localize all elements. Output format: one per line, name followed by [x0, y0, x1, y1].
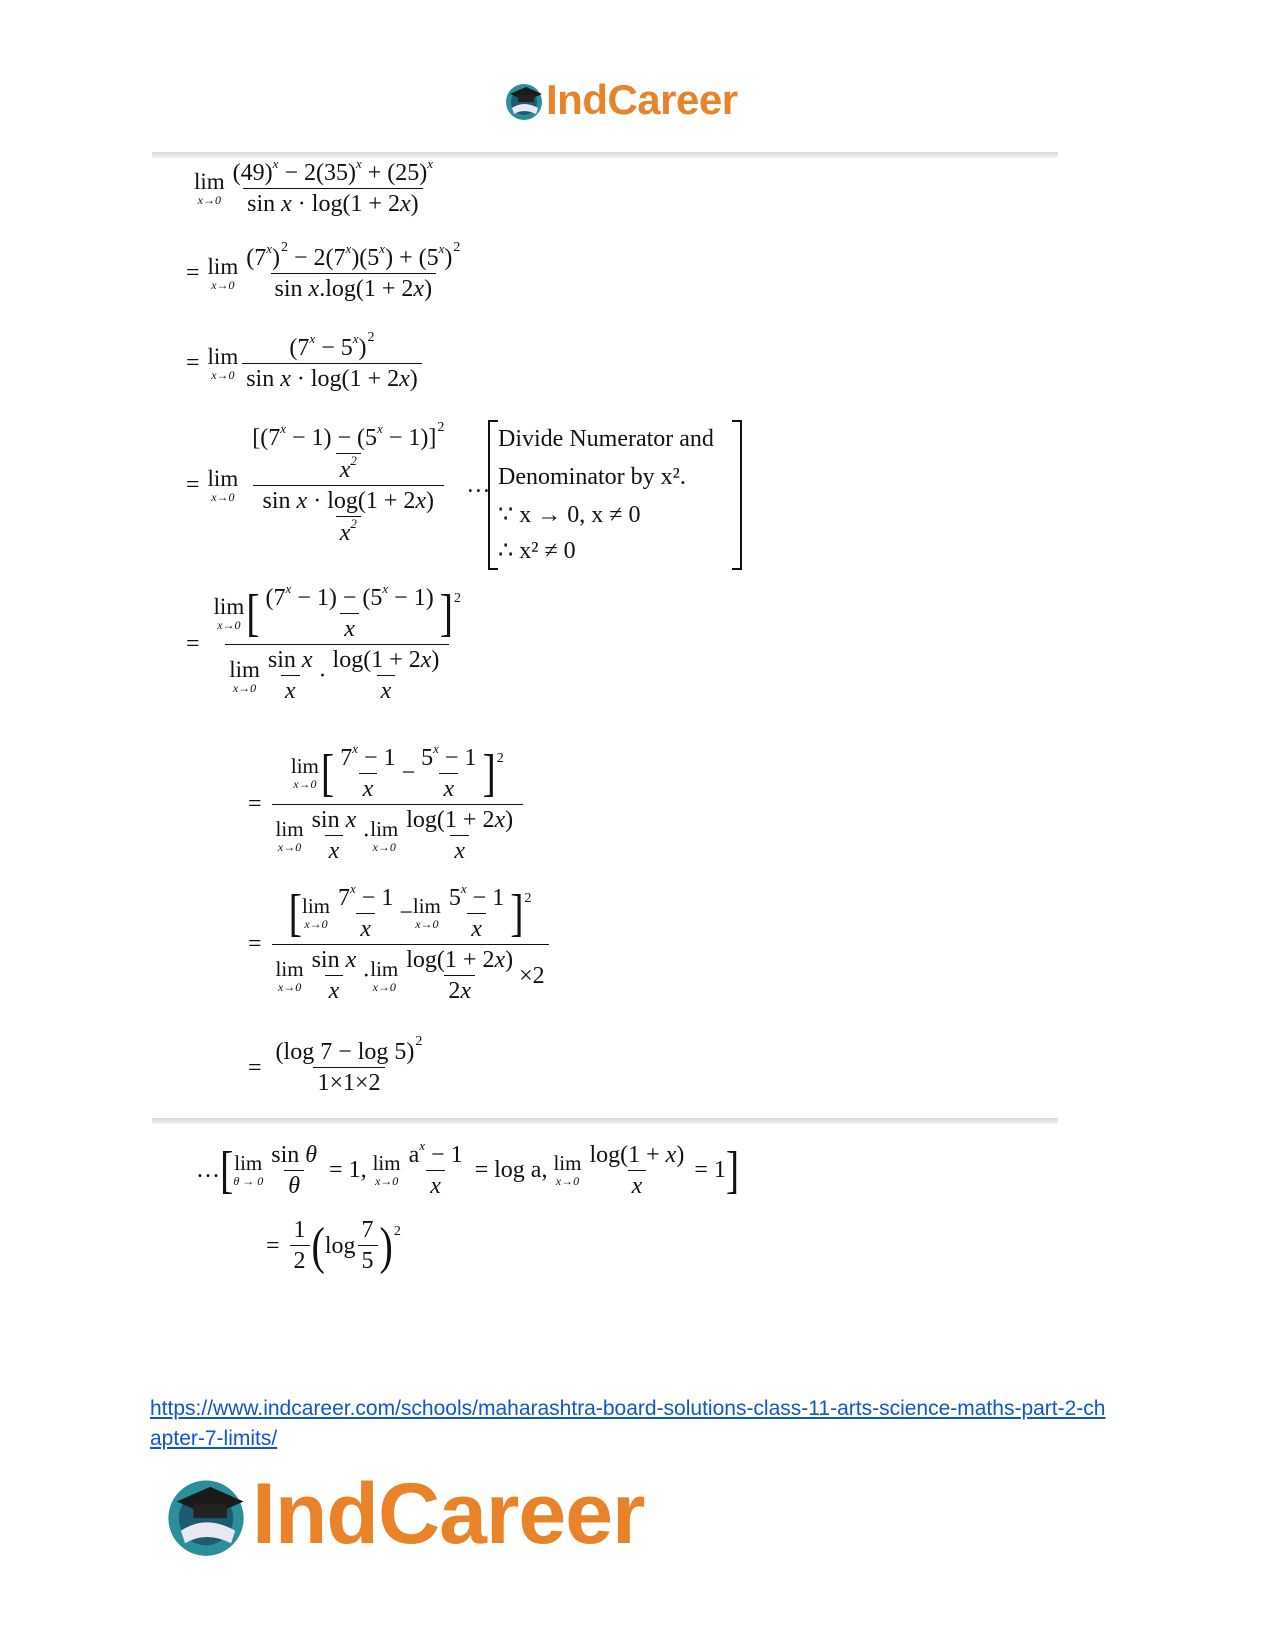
graduation-cap-icon [160, 1468, 252, 1560]
math-step-4: = lim x→0 $\frac{\frac{[(7^x - 1) - (5^x - 1)]^2}{x^2}}{\frac{\text{sin x · log(1 + 2x)}}{x^2}}$ … [186, 420, 491, 546]
brand-logo-bottom [160, 1468, 645, 1560]
brand-logo-top [502, 78, 738, 122]
note-line-4: ∴ x² ≠ 0 [498, 538, 576, 564]
note-line-3: ∵ x → 0, x ≠ 0 [498, 502, 641, 528]
brand-name-large: IndCareer [252, 1466, 645, 1562]
brand-name: IndCareer [546, 76, 738, 123]
math-step-2: = lim x→0 $\frac{(7^x)^2 - 2(7^x)(5^x) + (5^x)^2}{\text{sin x.log(1 + 2x)}}$ [186, 240, 461, 302]
math-step-5: = lim x→0 [ $\frac{(7^x - 1) - (5^x - 1)}{x}$ ] 2 lim x→0 $\frac{\text{sin x}}{x}$ · $\frac{\log(1 + 2x)}{x}$ [186, 581, 462, 704]
math-step-7: = [ lim x→0 $\frac{7^x - 1}{x}$ − lim x→0 $\frac{5^x - 1}{x}$ ] 2 lim x→0 $\frac{\text{sin x}}{x}$ · lim x→0 $\frac{\log(1 + 2x)}{2x}$ ×2 [248, 885, 551, 1003]
standard-limits: … [ lim θ → 0 $\frac{\text{sin θ}}{\theta}$ = 1, lim x→0 $\frac{a^x - 1}{x}$ = log a, lim x→0 $\frac{\log(1 + x)}{x}$ = 1 ] [196, 1138, 740, 1199]
note-line-1: Divide Numerator and [498, 426, 714, 452]
content-top-rule [152, 152, 1058, 158]
annotation-box [488, 420, 742, 570]
math-step-6: = lim x→0 [ $\frac{7^x - 1}{x}$ − $\frac{5^x - 1}{x}$ ] 2 lim x→0 $\frac{\text{sin x}}{x}$ · lim x→0 $\frac{\log(1 + 2x)}{x}$ [248, 745, 525, 863]
content-bottom-rule [152, 1118, 1058, 1124]
math-step-8: = $\frac{(\log 7 - \log 5)^2}{1\times 1\times 2}$ [248, 1034, 423, 1096]
math-step-1: lim x→0 $\frac{(49)^x - 2(35)^x + (25)^x}{\text{sin x · log(1 + 2x)}}$ [194, 156, 434, 217]
graduation-cap-icon [502, 78, 546, 122]
final-answer: = $\frac{1}{2}$ ( log $\frac{7}{5}$ ) 2 [266, 1215, 401, 1275]
source-link[interactable]: https://www.indcareer.com/schools/maharashtra-board-solutions-class-11-arts-science-maths-part-2-chapter-7-limits/ [150, 1397, 1106, 1450]
note-line-2: Denominator by x². [498, 464, 686, 490]
math-step-3: = lim x→0 $\frac{(7^x - 5^x)^2}{\text{sin x · log(1 + 2x)}}$ [186, 335, 424, 391]
